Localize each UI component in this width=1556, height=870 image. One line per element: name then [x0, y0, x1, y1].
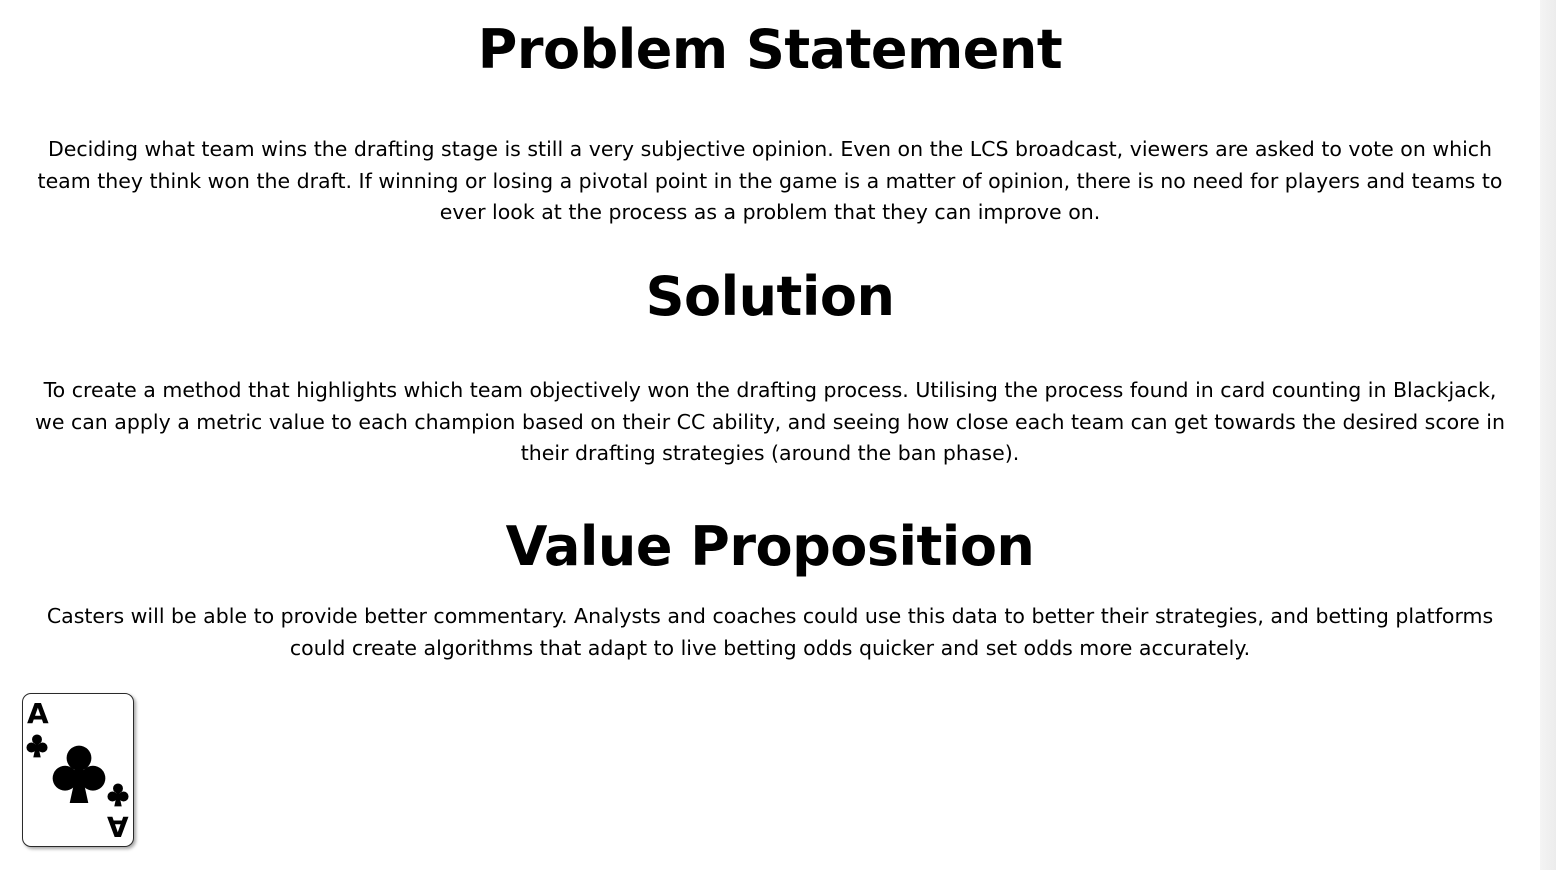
problem-statement-text: Deciding what team wins the drafting stage is still a very subjective opinion. Even on the LCS broadcast, viewers are asked to vote on which team they think won the draft. If winning or losing a pivotal point in the game is a matter of opinion, there is no need for players and teams to ever look at the process as a problem that they can improve on. [37, 137, 1503, 224]
solution-heading: Solution [645, 265, 895, 328]
card-rank-bottom: A [107, 810, 129, 843]
solution-text: To create a method that highlights which team objectively won the drafting process. Utilising the process found in card counting in Blackjack, we can apply a metric value to each champion based on their CC ability, and seeing how close each team can get towards the desired score in their drafting strategies (around the ban phase). [35, 378, 1505, 465]
page-edge [1540, 0, 1556, 870]
problem-statement-heading: Problem Statement [477, 18, 1063, 81]
ace-of-clubs-card [22, 693, 134, 847]
value-proposition-text: Casters will be able to provide better commentary. Analysts and coaches could use this data to better their strategies, and betting platforms could create algorithms that adapt to live betting odds quicker and set odds more accurately. [46, 604, 1494, 660]
card-rank-top: A [27, 697, 49, 730]
value-proposition-heading: Value Proposition [505, 515, 1035, 578]
